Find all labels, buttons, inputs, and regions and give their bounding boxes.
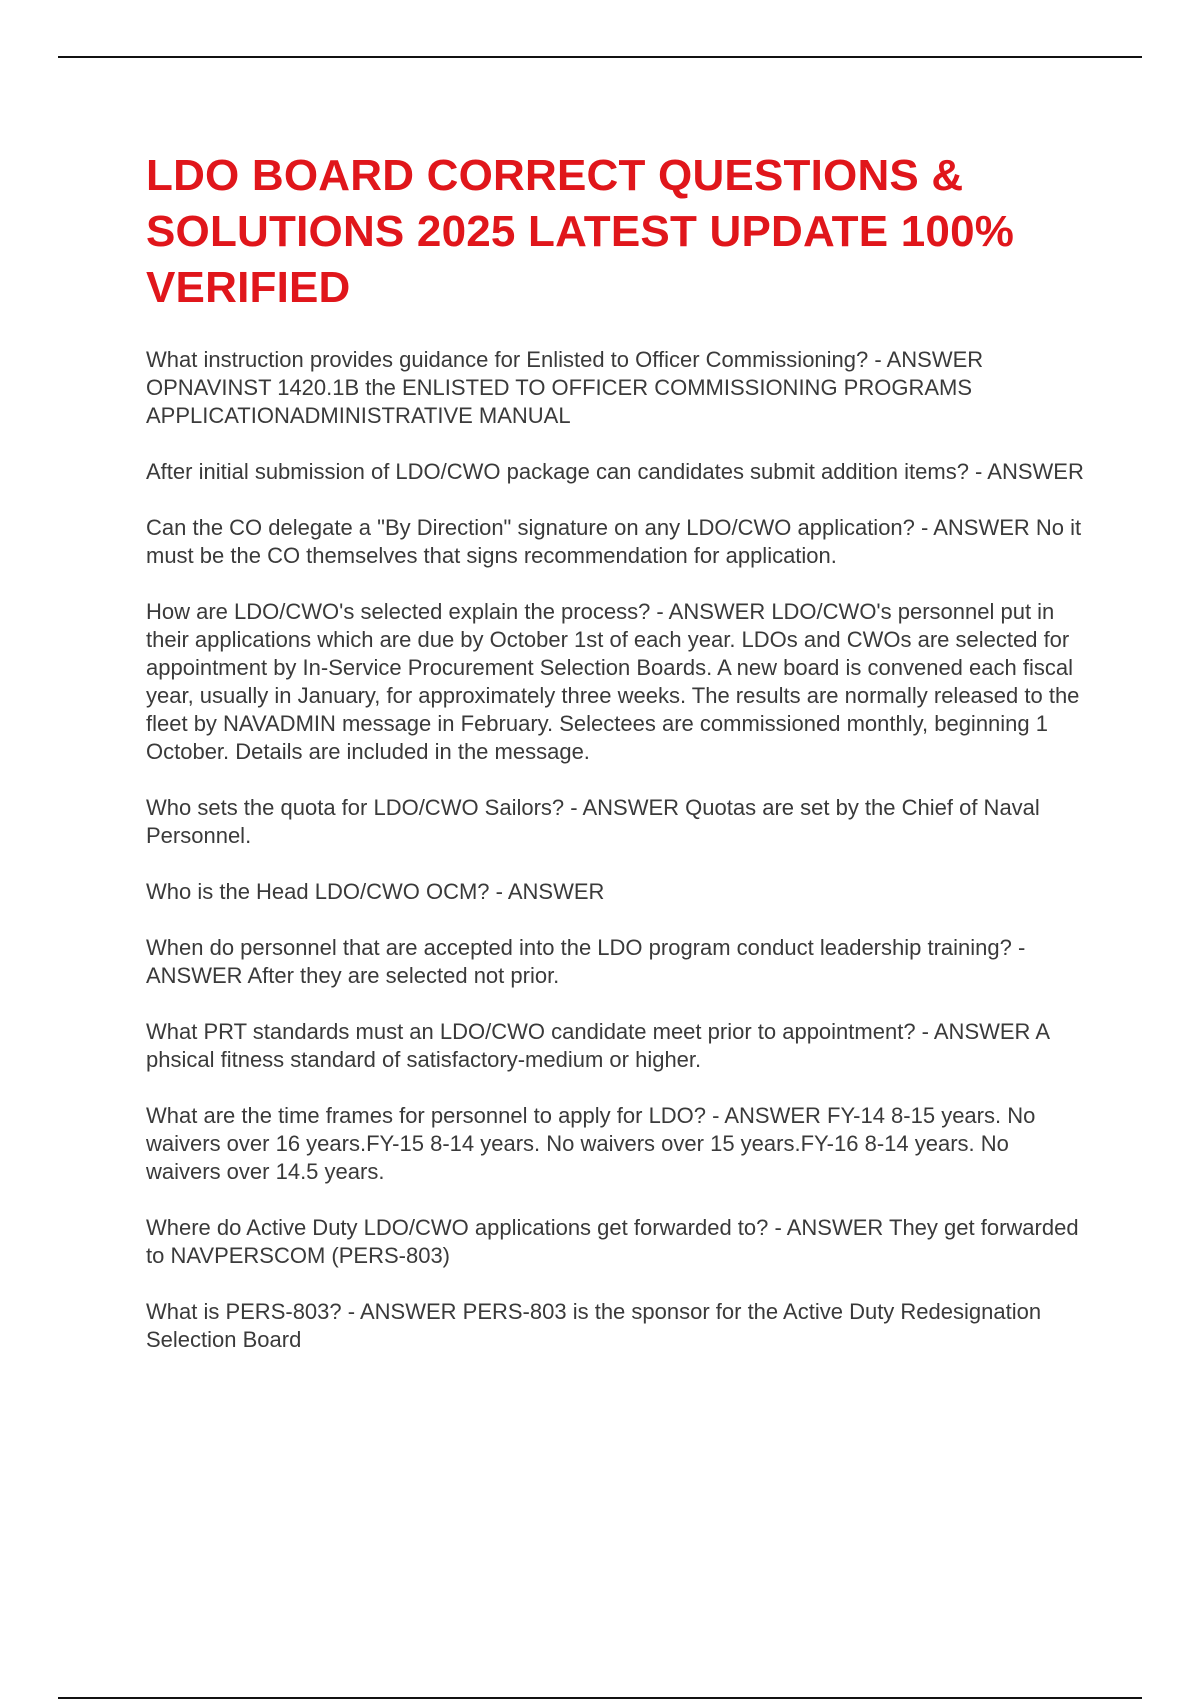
qa-item: Can the CO delegate a "By Direction" signature on any LDO/CWO application? - ANSWER No it must be the CO themselves that signs recommendation for application. [146,515,1082,568]
document-title: LDO BOARD CORRECT QUESTIONS & SOLUTIONS 2025 LATEST UPDATE 100% VERIFIED [146,151,1015,312]
qa-item: What is PERS-803? - ANSWER PERS-803 is the sponsor for the Active Duty Redesignation Selection Board [146,1299,1042,1352]
top-divider [58,56,1142,58]
document-page [146,148,1086,1382]
qa-item: What are the time frames for personnel to apply for LDO? - ANSWER FY-14 8-15 years. No waivers over 16 years.FY-15 8-14 years. No waivers over 15 years.FY-16 8-14 years. No waivers over 14.5 years. [146,1103,1036,1184]
qa-item: After initial submission of LDO/CWO package can candidates submit addition items? - ANSWER [146,459,1084,484]
qa-item: Who is the Head LDO/CWO OCM? - ANSWER [146,879,605,904]
qa-list [146,346,1086,1354]
bottom-divider [58,1697,1142,1699]
qa-item: Where do Active Duty LDO/CWO applications get forwarded to? - ANSWER They get forwarded to NAVPERSCOM (PERS-803) [146,1215,1079,1268]
qa-item: Who sets the quota for LDO/CWO Sailors? - ANSWER Quotas are set by the Chief of Naval Personnel. [146,795,1040,848]
qa-item: How are LDO/CWO's selected explain the process? - ANSWER LDO/CWO's personnel put in their applications which are due by October 1st of each year. LDOs and CWOs are selected for appointment by In-Service Procurement Selection Boards. A new board is convened each fiscal year, usually in January, for approximately three weeks. The results are normally released to the fleet by NAVADMIN message in February. Selectees are commissioned monthly, beginning 1 October. Details are included in the message. [146,599,1080,764]
qa-item: When do personnel that are accepted into the LDO program conduct leadership training? - ANSWER After they are selected not prior. [146,935,1026,988]
qa-item: What PRT standards must an LDO/CWO candidate meet prior to appointment? - ANSWER A phsical fitness standard of satisfactory-medium or higher. [146,1019,1049,1072]
qa-item: What instruction provides guidance for Enlisted to Officer Commissioning? - ANSWER OPNAVINST 1420.1B the ENLISTED TO OFFICER COMMISSIONING PROGRAMS APPLICATIONADMINISTRATIVE MANUAL [146,347,984,428]
